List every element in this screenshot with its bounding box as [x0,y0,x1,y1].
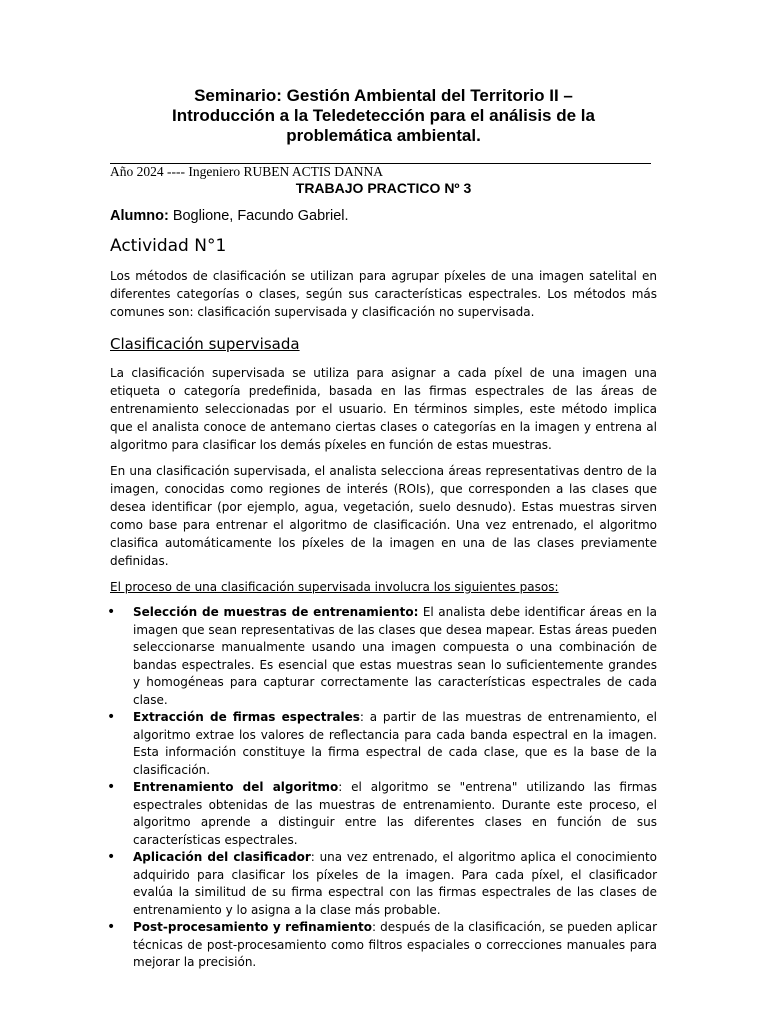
bullet-icon: • [107,779,116,795]
step-text: El analista debe identificar áreas en la imagen que sean representativas de las clases que desea mapear. Estas áreas pueden seleccionarse manualmente usando una imagen compuesta o una combinación de bandas espectrales. Es esencial que estas muestras sean lo suficientemente grandes y homogéneas para capturar correctamente las características espectrales de cada clase. [133,605,657,707]
activity-intro-paragraph: Los métodos de clasificación se utilizan para agrupar píxeles de una imagen satelital en diferentes categorías o clases, según sus características espectrales. Los métodos más comunes son: clasificación supervisada y clasificación no supervisada. [110,269,657,319]
document-page [107,86,658,972]
steps-title: El proceso de una clasificación supervisada involucra los siguientes pasos: [110,580,559,594]
supervised-paragraph-1: La clasificación supervisada se utiliza para asignar a cada píxel de una imagen una etiqueta o categoría predefinida, basada en las firmas espectrales de las áreas de entrenamiento seleccionadas por el usuario. En términos simples, este método implica que el analista conoce de antemano ciertas clases o categorías en la imagen y entrena al algoritmo para clasificar los demás píxeles en función de estas muestras. [110,366,657,452]
student-line [110,207,657,225]
step-term: Extracción de firmas espectrales [133,710,360,724]
activity-heading: Actividad N°1 [110,236,227,256]
bullet-icon: • [107,709,116,725]
practical-work-heading: TRABAJO PRACTICO Nº 3 [295,180,472,196]
step-text: : después de la clasificación, se pueden aplicar técnicas de post-procesamiento como filtros espaciales o correcciones manuales para mejorar la precisión. [133,920,657,969]
list-item [107,779,657,849]
step-term: Entrenamiento del algoritmo [133,780,339,794]
supervised-paragraph-2: En una clasificación supervisada, el analista selecciona áreas representativas dentro de la imagen, conocidas como regiones de interés (ROIs), que corresponden a las clases que desea identificar (por ejemplo, agua, vegetación, suelo desnudo). Estas muestras sirven como base para entrenar el algoritmo de clasificación. Una vez entrenado, el algoritmo clasifica automáticamente los píxeles de la imagen en una de las clases previamente definidas. [110,464,657,568]
step-term: Selección de muestras de entrenamiento: [133,605,419,619]
student-name: Boglione, Facundo Gabriel. [168,208,349,224]
step-text: : a partir de las muestras de entrenamiento, el algoritmo extrae los valores de reflectancia para cada banda espectral en la imagen. Esta información constituye la firma espectral de cada clase, que es la base de la clasificación. [133,710,657,777]
step-text: : el algoritmo se "entrena" utilizando las firmas espectrales obtenidas de las muestras de entrenamiento. Durante este proceso, el algoritmo aprende a distinguir entre las diferentes clases en función de sus características espectrales. [133,780,657,847]
year-instructor-line: Año 2024 ---- Ingeniero RUBEN ACTIS DANNA [110,164,383,179]
list-item [107,709,657,779]
title-line-1: Seminario: Gestión Ambiental del Territorio II – [194,86,573,105]
step-term: Aplicación del clasificador [133,850,311,864]
bullet-icon: • [107,849,116,865]
student-label: Alumno: [110,208,169,224]
supervised-classification-heading: Clasificación supervisada [110,335,300,353]
step-term: Post-procesamiento y refinamiento [133,920,373,934]
steps-list [107,604,658,972]
step-text: : una vez entrenado, el algoritmo aplica el conocimiento adquirido para clasificar los píxeles de la imagen. Para cada píxel, el clasificador evalúa la similitud de su firma espectral con las firmas espectrales de las clases de entrenamiento y lo asigna a la clase más probable. [133,850,658,917]
list-item [107,849,658,919]
bullet-icon: • [107,604,116,620]
title-line-3: problemática ambiental. [286,126,481,145]
list-item [107,919,657,972]
list-item [107,604,657,709]
title-line-2: Introducción a la Teledetección para el análisis de la [172,106,595,125]
bullet-icon: • [107,919,116,935]
document-title [110,86,657,146]
